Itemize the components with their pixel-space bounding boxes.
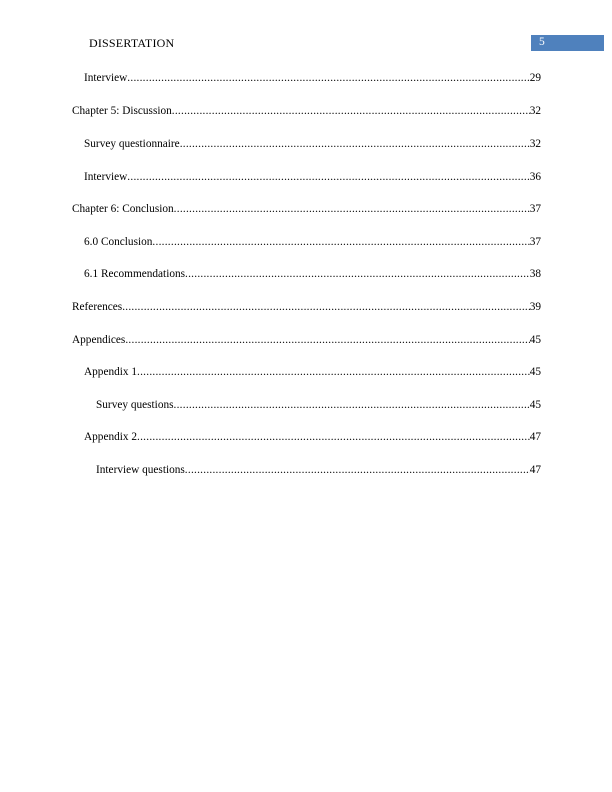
page-number: 5 (539, 36, 545, 48)
toc-entry-appendix-2[interactable] (84, 429, 541, 445)
toc-entry-chapter-6[interactable] (72, 201, 541, 217)
toc-entry-survey-questionnaire[interactable] (84, 136, 541, 152)
toc-entry-page: 47 (529, 431, 541, 443)
toc-entry-page: 38 (529, 268, 541, 280)
toc-dot-leader (174, 397, 530, 413)
toc-entry-page: 32 (529, 105, 541, 117)
toc-entry-interview[interactable] (84, 70, 541, 86)
toc-entry-appendix-1[interactable] (84, 364, 541, 380)
toc-dot-leader (180, 136, 530, 152)
toc-dot-leader (174, 201, 530, 217)
toc-dot-leader (137, 429, 530, 445)
toc-entry-references[interactable] (72, 299, 541, 315)
toc-entry-page: 45 (529, 334, 541, 346)
toc-entry-label: Survey questions (96, 399, 174, 411)
running-head-title: DISSERTATION (89, 36, 175, 50)
toc-entry-label: References (72, 301, 123, 313)
toc-dot-leader (127, 169, 529, 185)
toc-entry-chapter-5[interactable] (72, 103, 541, 119)
toc-entry-label: Appendices (72, 334, 126, 346)
toc-dot-leader (127, 70, 529, 86)
toc-entry-page: 45 (529, 399, 541, 411)
toc-dot-leader (152, 234, 529, 250)
toc-entry-conclusion[interactable] (84, 234, 541, 250)
toc-entry-label: Chapter 5: Discussion (72, 105, 172, 117)
toc-entry-page: 32 (529, 138, 541, 150)
toc-dot-leader (185, 462, 530, 478)
toc-entry-page: 29 (529, 72, 541, 84)
toc-entry-label: Survey questionnaire (84, 138, 180, 150)
toc-entry-label: 6.0 Conclusion (84, 236, 153, 248)
toc-entry-label: Appendix 2 (84, 431, 138, 443)
toc-dot-leader (172, 103, 530, 119)
toc-entry-label: Chapter 6: Conclusion (72, 203, 174, 215)
toc-dot-leader (125, 332, 529, 348)
toc-entry-page: 37 (529, 203, 541, 215)
toc-entry-appendices[interactable] (72, 332, 541, 348)
toc-dot-leader (185, 266, 530, 282)
toc-entry-label: 6.1 Recommendations (84, 268, 186, 280)
toc-entry-label: Appendix 1 (84, 366, 138, 378)
toc-entry-interview-questions[interactable] (96, 462, 541, 478)
toc-entry-page: 45 (529, 366, 541, 378)
toc-entry-label: Interview questions (96, 464, 185, 476)
toc-entry-page: 47 (529, 464, 541, 476)
toc-entry-page: 36 (529, 171, 541, 183)
toc-entry-label: Interview (84, 72, 128, 84)
toc-entry-survey-questions[interactable] (96, 397, 541, 413)
toc-entry-recommendations[interactable] (84, 266, 541, 282)
toc-entry-interview-2[interactable] (84, 169, 541, 185)
toc-entry-page: 39 (529, 301, 541, 313)
page-number-badge (531, 35, 604, 51)
toc-dot-leader (122, 299, 530, 315)
toc-entry-page: 37 (529, 236, 541, 248)
toc-dot-leader (137, 364, 530, 380)
toc-entry-label: Interview (84, 171, 128, 183)
